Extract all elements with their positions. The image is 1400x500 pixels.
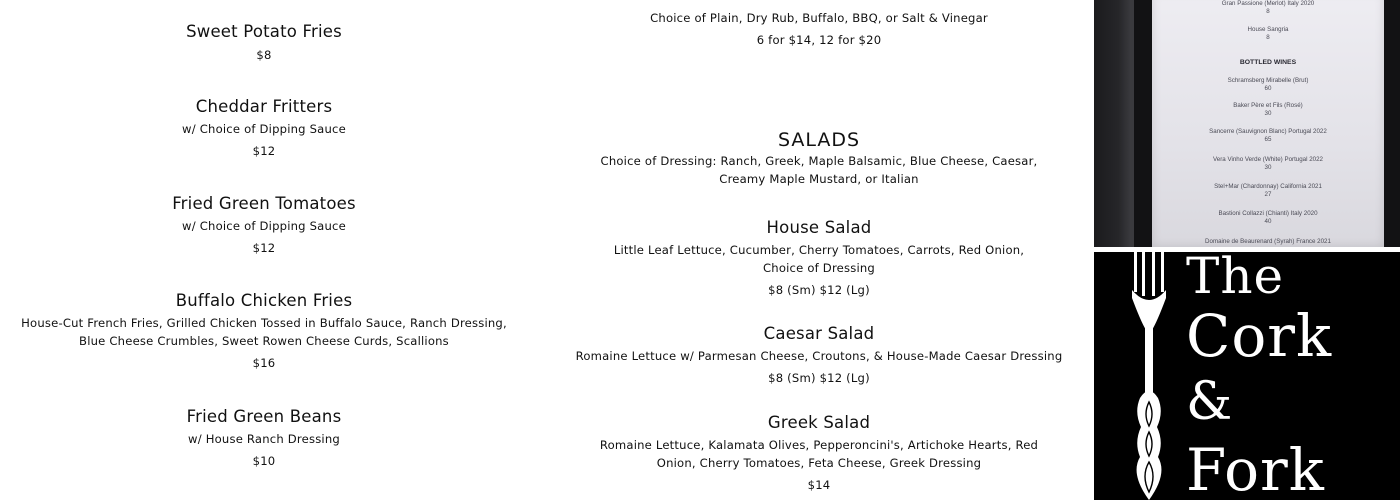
section-title: SALADS	[777, 129, 861, 151]
wine-line: Stel+Mar (Chardonnay) California 2021	[1214, 183, 1322, 190]
item-description: Romaine Lettuce, Kalamata Olives, Pepperoncini's, Artichoke Hearts, Red Onion, Cherry Tomatoes, Feta Cheese, Greek Dressing	[599, 438, 1039, 470]
menu-item-cheddar-fritters	[0, 97, 528, 160]
wine-line: Vera Vinho Verde (White) Portugal 2022	[1213, 156, 1323, 163]
item-description: Little Leaf Lettuce, Cucumber, Cherry Tomatoes, Carrots, Red Onion, Choice of Dressing	[613, 243, 1025, 275]
menu-item-fried-green-beans	[0, 407, 528, 470]
logo-word-fork: Fork	[1186, 436, 1325, 500]
item-name: Fried Green Tomatoes	[172, 194, 356, 213]
item-name: Sweet Potato Fries	[186, 22, 342, 41]
wine-line: 60	[1264, 85, 1272, 92]
item-name: Buffalo Chicken Fries	[175, 291, 353, 310]
wine-line: 40	[1264, 218, 1272, 225]
salads-section-header	[585, 129, 1053, 188]
logo-word-the: The	[1186, 252, 1285, 305]
item-name: Caesar Salad	[763, 324, 875, 343]
menu-item-sweet-potato-fries	[0, 22, 528, 64]
item-name: Greek Salad	[767, 413, 871, 432]
fork-icon	[1124, 252, 1174, 500]
item-description: Romaine Lettuce w/ Parmesan Cheese, Croutons, & House-Made Caesar Dressing	[575, 349, 1063, 363]
wine-line: 8	[1266, 8, 1270, 15]
menu-item-caesar-salad	[575, 324, 1063, 387]
item-price: $12	[252, 144, 276, 158]
item-description: w/ House Ranch Dressing	[188, 432, 340, 446]
wine-line: 30	[1264, 164, 1272, 171]
cork-and-fork-logo	[1094, 252, 1400, 500]
menu-item-buffalo-chicken-fries	[12, 291, 516, 372]
wine-line: Gran Passione (Merlot) Italy 2020	[1221, 0, 1315, 7]
item-price: $12	[252, 241, 276, 255]
wine-line: Schramsberg Mirabelle (Brut)	[1227, 77, 1309, 84]
wine-line: Sancerre (Sauvignon Blanc) Portugal 2022	[1209, 128, 1327, 135]
wings-item	[585, 9, 1053, 49]
wine-line: 30	[1264, 110, 1272, 117]
wine-line: Baker Père et Fils (Rosé)	[1233, 102, 1303, 109]
wine-line: 65	[1264, 136, 1272, 143]
item-price: $14	[807, 478, 831, 492]
logo-ampersand: &	[1186, 372, 1234, 432]
wine-menu-photo	[1094, 0, 1400, 247]
item-price: $8 (Sm) $12 (Lg)	[768, 371, 870, 385]
item-price: $10	[252, 454, 276, 468]
item-name: Fried Green Beans	[186, 407, 342, 426]
item-price: $16	[252, 356, 276, 370]
menu-item-greek-salad	[585, 413, 1053, 494]
logo-word-cork: Cork	[1186, 302, 1333, 370]
section-subtitle: Choice of Dressing: Ranch, Greek, Maple Balsamic, Blue Cheese, Caesar, Creamy Maple Mustard, or Italian	[600, 154, 1038, 186]
wine-line: 27	[1264, 191, 1272, 198]
wings-description: Choice of Plain, Dry Rub, Buffalo, BBQ, or Salt & Vinegar	[650, 11, 988, 25]
wings-price: 6 for $14, 12 for $20	[756, 33, 882, 47]
wine-line: House Sangria	[1247, 26, 1289, 33]
item-price: $8	[256, 48, 272, 62]
item-price: $8 (Sm) $12 (Lg)	[768, 283, 870, 297]
item-description: w/ Choice of Dipping Sauce	[182, 122, 346, 136]
menu-item-house-salad	[593, 218, 1045, 299]
item-description: House-Cut French Fries, Grilled Chicken Tossed in Buffalo Sauce, Ranch Dressing, Blue Cheese Crumbles, Sweet Rowen Cheese Curds, Scallions	[21, 316, 507, 348]
item-description: w/ Choice of Dipping Sauce	[182, 219, 346, 233]
item-name: House Salad	[766, 218, 872, 237]
wine-line: Domaine de Beaurenard (Syrah) France 2021	[1205, 238, 1331, 245]
wine-line: Bastioni Collazzi (Chianti) Italy 2020	[1218, 210, 1318, 217]
wine-section-heading: BOTTLED WINES	[1239, 59, 1297, 66]
item-name: Cheddar Fritters	[195, 97, 333, 116]
menu-item-fried-green-tomatoes	[0, 194, 528, 257]
wine-line: 8	[1266, 34, 1270, 41]
